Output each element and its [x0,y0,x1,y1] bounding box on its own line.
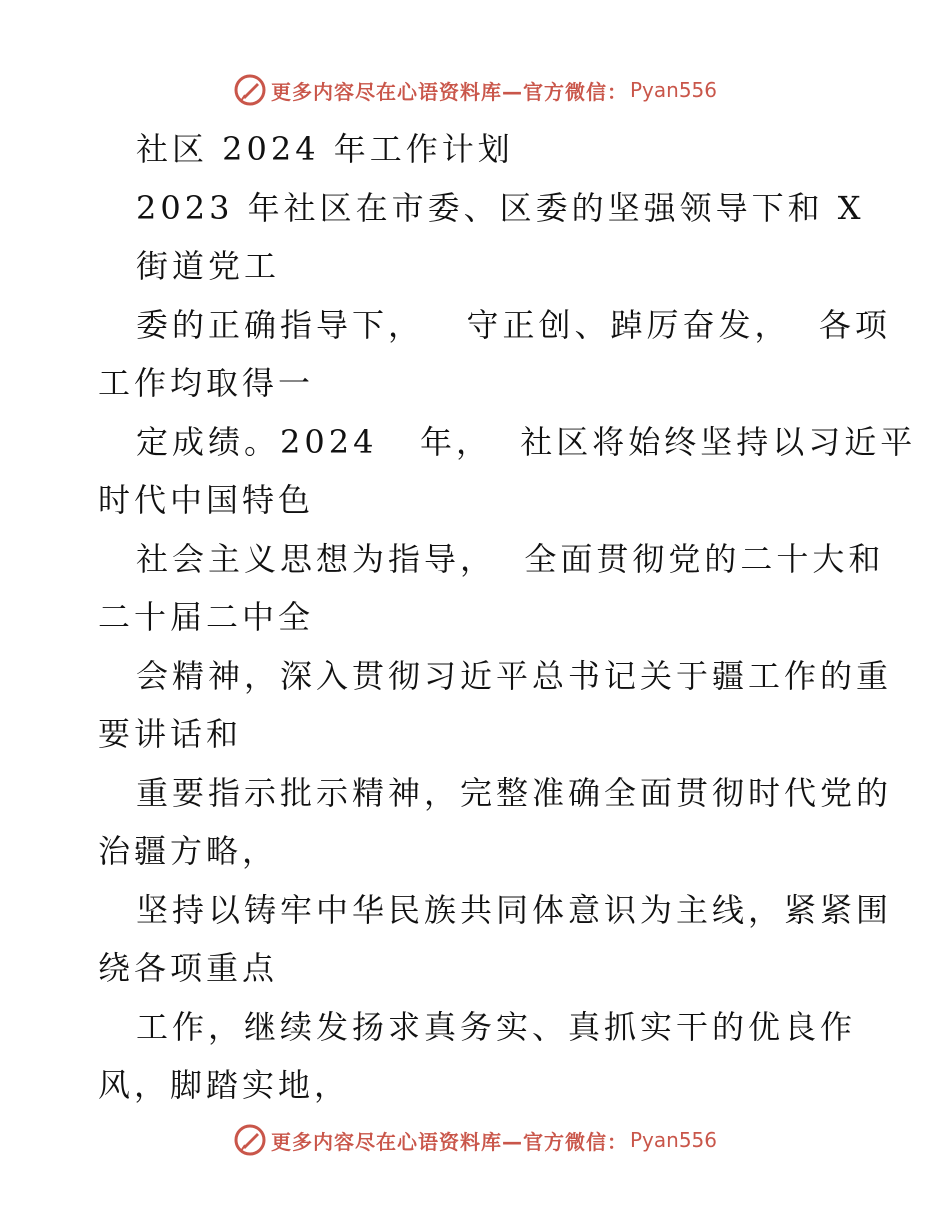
document-body [98,120,917,1115]
text-line: 工作，继续发扬求真务实、真抓实干的优良作 [136,1007,857,1046]
text-line: 社会主义思想为指导， 全面贯彻党的二十大和 [136,539,885,578]
text-line: 会精神，深入贯彻习近平总书记关于疆工作的重 [136,656,893,695]
banner-text: 更多内容尽在心语资料库—官方微信： [270,1129,628,1154]
text-line: 2023 年社区在市委、区委的坚强领导下和 X [136,188,865,227]
text-line: 定成绩。2024 年， 社区将始终坚持以习近平 [136,422,917,461]
text-line: 坚持以铸牢中华民族共同体意识为主线，紧紧围 [136,890,893,929]
banner-wechat-handle: Pyan556 [629,1128,717,1152]
footer-banner [0,1120,950,1160]
text-line: 街道党工 [136,247,281,285]
banner-wechat-handle: Pyan556 [629,78,717,102]
text-line: 治疆方略， [98,832,279,870]
quill-logo-icon [233,1123,267,1157]
document-title: 社区 2024 年工作计划 [136,130,514,168]
text-line: 风，脚踏实地， [98,1066,351,1104]
text-line: 二十届二中全 [98,598,315,636]
banner-text: 更多内容尽在心语资料库—官方微信： [270,79,628,104]
text-line: 绕各项重点 [98,949,279,987]
header-banner [0,70,950,110]
text-line: 时代中国特色 [98,481,315,519]
text-line: 委的正确指导下， 守正创、踔厉奋发， 各项 [136,305,891,344]
text-line: 要讲话和 [98,715,243,753]
quill-logo-icon [233,73,267,107]
text-line: 重要指示批示精神，完整准确全面贯彻时代党的 [136,773,893,812]
text-line: 工作均取得一 [98,364,315,402]
